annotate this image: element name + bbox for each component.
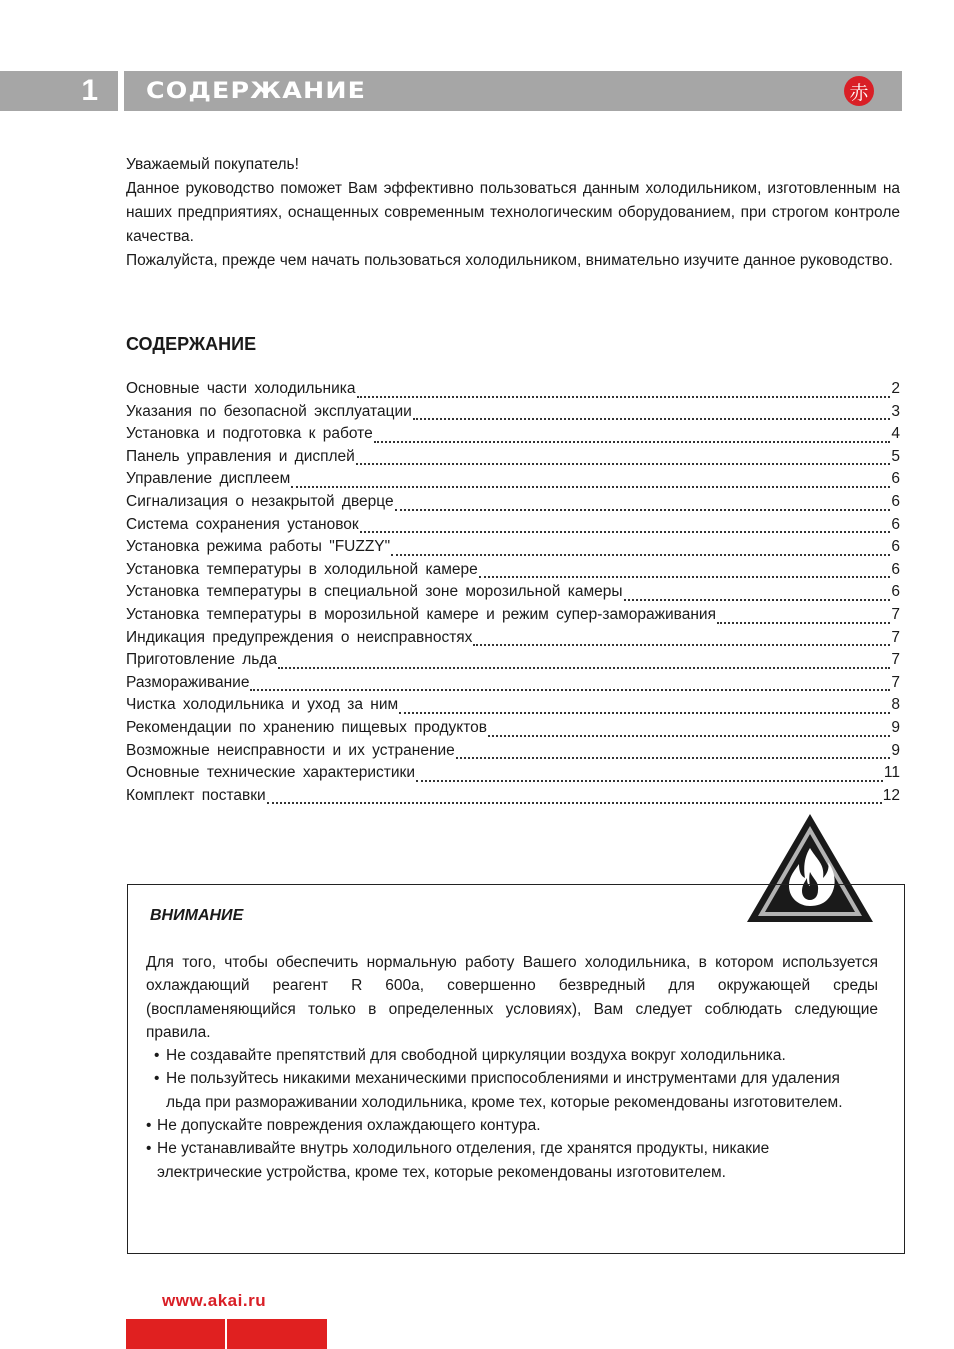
toc-leader-dots <box>360 531 891 533</box>
footer-accent-block <box>227 1319 327 1349</box>
toc-entry-page: 7 <box>891 673 900 691</box>
toc-leader-dots <box>267 802 882 804</box>
bullet: • <box>146 1140 152 1158</box>
toc-row[interactable] <box>126 787 900 810</box>
toc-entry-title: Чистка холодильника и уход за ним <box>126 696 399 714</box>
toc-entry-page: 6 <box>891 492 900 510</box>
toc-row[interactable] <box>126 425 900 448</box>
toc-entry-title: Размораживание <box>126 673 250 691</box>
toc-row[interactable] <box>126 651 900 674</box>
section-title: СОДЕРЖАНИЕ <box>146 78 367 104</box>
toc-row[interactable] <box>126 448 900 471</box>
warning-title: ВНИМАНИЕ <box>150 907 244 924</box>
intro-paragraph-1: Данное руководство поможет Вам эффективно пользоваться данным холодильником, изготовленным на наших предприятиях, оснащенных современным технологическим оборудованием, при строгом контроле качества. <box>126 180 900 245</box>
toc-entry-page: 2 <box>891 380 900 397</box>
toc-row[interactable] <box>126 629 900 652</box>
toc-row[interactable] <box>126 764 900 787</box>
toc-entry-title: Установка и подготовка к работе <box>126 425 373 443</box>
bullet: • <box>154 1070 160 1088</box>
rule-text: Не допускайте повреждения охлаждающего контура. <box>157 1117 541 1135</box>
toc-leader-dots <box>456 757 891 759</box>
toc-row[interactable] <box>126 561 900 584</box>
toc-row[interactable] <box>126 538 900 561</box>
toc-leader-dots <box>479 576 891 578</box>
toc-row[interactable] <box>126 470 900 493</box>
toc-entry-page: 6 <box>891 583 900 601</box>
toc-entry-title: Основные технические характеристики <box>126 764 415 782</box>
toc-leader-dots <box>291 486 890 488</box>
toc-entry-page: 9 <box>891 741 900 759</box>
warning-text <box>146 951 878 1184</box>
warning-box <box>127 884 905 1254</box>
toc-entry-title: Основные части холодильника <box>126 380 356 397</box>
toc-entry-title: Установка температуры в холодильной камере <box>126 560 478 578</box>
list-item <box>150 1044 878 1067</box>
section-number-text: 1 <box>81 74 98 107</box>
toc-row[interactable] <box>126 583 900 606</box>
section-header-bar <box>124 71 902 111</box>
website-link[interactable]: www.akai.ru <box>162 1291 267 1310</box>
toc-entry-title: Указания по безопасной эксплуатации <box>126 402 412 420</box>
toc-entry-title: Индикация предупреждения о неисправностях <box>126 628 473 646</box>
warning-rules <box>146 1044 878 1184</box>
toc-leader-dots <box>473 644 890 646</box>
list-item <box>146 1137 878 1184</box>
akai-logo-icon: 赤 <box>844 76 874 106</box>
toc-leader-dots <box>413 418 891 420</box>
toc-entry-page: 8 <box>891 696 900 714</box>
toc-entry-title: Система сохранения установок <box>126 515 359 533</box>
toc-leader-dots <box>395 509 891 511</box>
section-number <box>0 71 118 111</box>
toc-entry-title: Сигнализация о незакрытой дверце <box>126 492 394 510</box>
toc-entry-page: 5 <box>891 447 900 465</box>
toc-entry-title: Установка температуры в морозильной камере и режим супер-замораживания <box>126 605 716 623</box>
list-item <box>146 1114 878 1137</box>
toc-row[interactable] <box>126 719 900 742</box>
toc-entry-page: 6 <box>891 538 900 556</box>
warning-paragraph: Для того, чтобы обеспечить нормальную работу Вашего холодильника, в котором используется охлаждающий реагент R 600a, совершенно безвредный для окружающей среды (воспламеняющийся только в определенных условиях), Вам следует соблюдать следующие правила. <box>146 954 878 1041</box>
toc-entry-page: 12 <box>882 786 900 804</box>
rule-text: Не пользуйтесь никакими механическими приспособлениями и инструментами для удаления льда при размораживании холодильника, кроме тех, которые рекомендованы изготовителем. <box>166 1070 843 1111</box>
toc-row[interactable] <box>126 403 900 426</box>
toc-row[interactable] <box>126 493 900 516</box>
toc-leader-dots <box>250 689 890 691</box>
list-item <box>150 1067 878 1114</box>
toc-leader-dots <box>399 712 890 714</box>
toc-leader-dots <box>624 599 891 601</box>
toc-entry-page: 6 <box>891 560 900 578</box>
toc-row[interactable] <box>126 696 900 719</box>
rule-text: Не устанавливайте внутрь холодильного отделения, где хранятся продукты, никакие электрические устройства, кроме тех, которые рекомендованы изготовителем. <box>157 1140 770 1181</box>
toc-leader-dots <box>717 622 890 624</box>
toc-leader-dots <box>356 463 891 465</box>
toc-row[interactable] <box>126 742 900 765</box>
toc-leader-dots <box>488 735 890 737</box>
toc-entry-title: Установка режима работы "FUZZY" <box>126 538 391 556</box>
toc-entry-page: 7 <box>891 628 900 646</box>
toc-leader-dots <box>278 667 890 669</box>
toc-entry-page: 6 <box>891 515 900 533</box>
toc-entry-page: 3 <box>891 402 900 420</box>
toc-leader-dots <box>357 396 891 398</box>
toc-entry-page: 7 <box>891 605 900 623</box>
toc-entry-title: Управление дисплеем <box>126 470 291 488</box>
toc-leader-dots <box>416 780 883 782</box>
toc-row[interactable] <box>126 516 900 539</box>
toc-entry-title: Возможные неисправности и их устранение <box>126 741 455 759</box>
intro-paragraph-2: Пожалуйста, прежде чем начать пользоваться холодильником, внимательно изучите данное руководство. <box>126 252 893 269</box>
toc-heading: СОДЕРЖАНИЕ <box>126 334 257 354</box>
toc-leader-dots <box>391 554 890 556</box>
toc-entry-title: Панель управления и дисплей <box>126 447 355 465</box>
toc-entry-page: 4 <box>891 425 900 443</box>
toc-row[interactable] <box>126 674 900 697</box>
toc-entry-page: 7 <box>891 651 900 669</box>
toc-entry-page: 9 <box>891 718 900 736</box>
rule-text: Не создавайте препятствий для свободной циркуляции воздуха вокруг холодильника. <box>166 1047 786 1065</box>
toc-row[interactable] <box>126 380 900 403</box>
toc-entry-title: Приготовление льда <box>126 651 278 669</box>
toc-entry-title: Рекомендации по хранению пищевых продуктов <box>126 718 487 736</box>
toc-entry-page: 11 <box>883 764 900 782</box>
toc-row[interactable] <box>126 606 900 629</box>
table-of-contents <box>126 380 900 809</box>
greeting: Уважаемый покупатель! <box>126 156 299 173</box>
toc-entry-title: Установка температуры в специальной зоне морозильной камеры <box>126 583 623 601</box>
bullet: • <box>146 1117 152 1135</box>
toc-entry-page: 6 <box>891 470 900 488</box>
intro-text <box>126 153 900 273</box>
toc-leader-dots <box>374 441 891 443</box>
toc-entry-title: Комплект поставки <box>126 786 266 804</box>
footer-accent-block <box>126 1319 225 1349</box>
bullet: • <box>154 1047 160 1065</box>
